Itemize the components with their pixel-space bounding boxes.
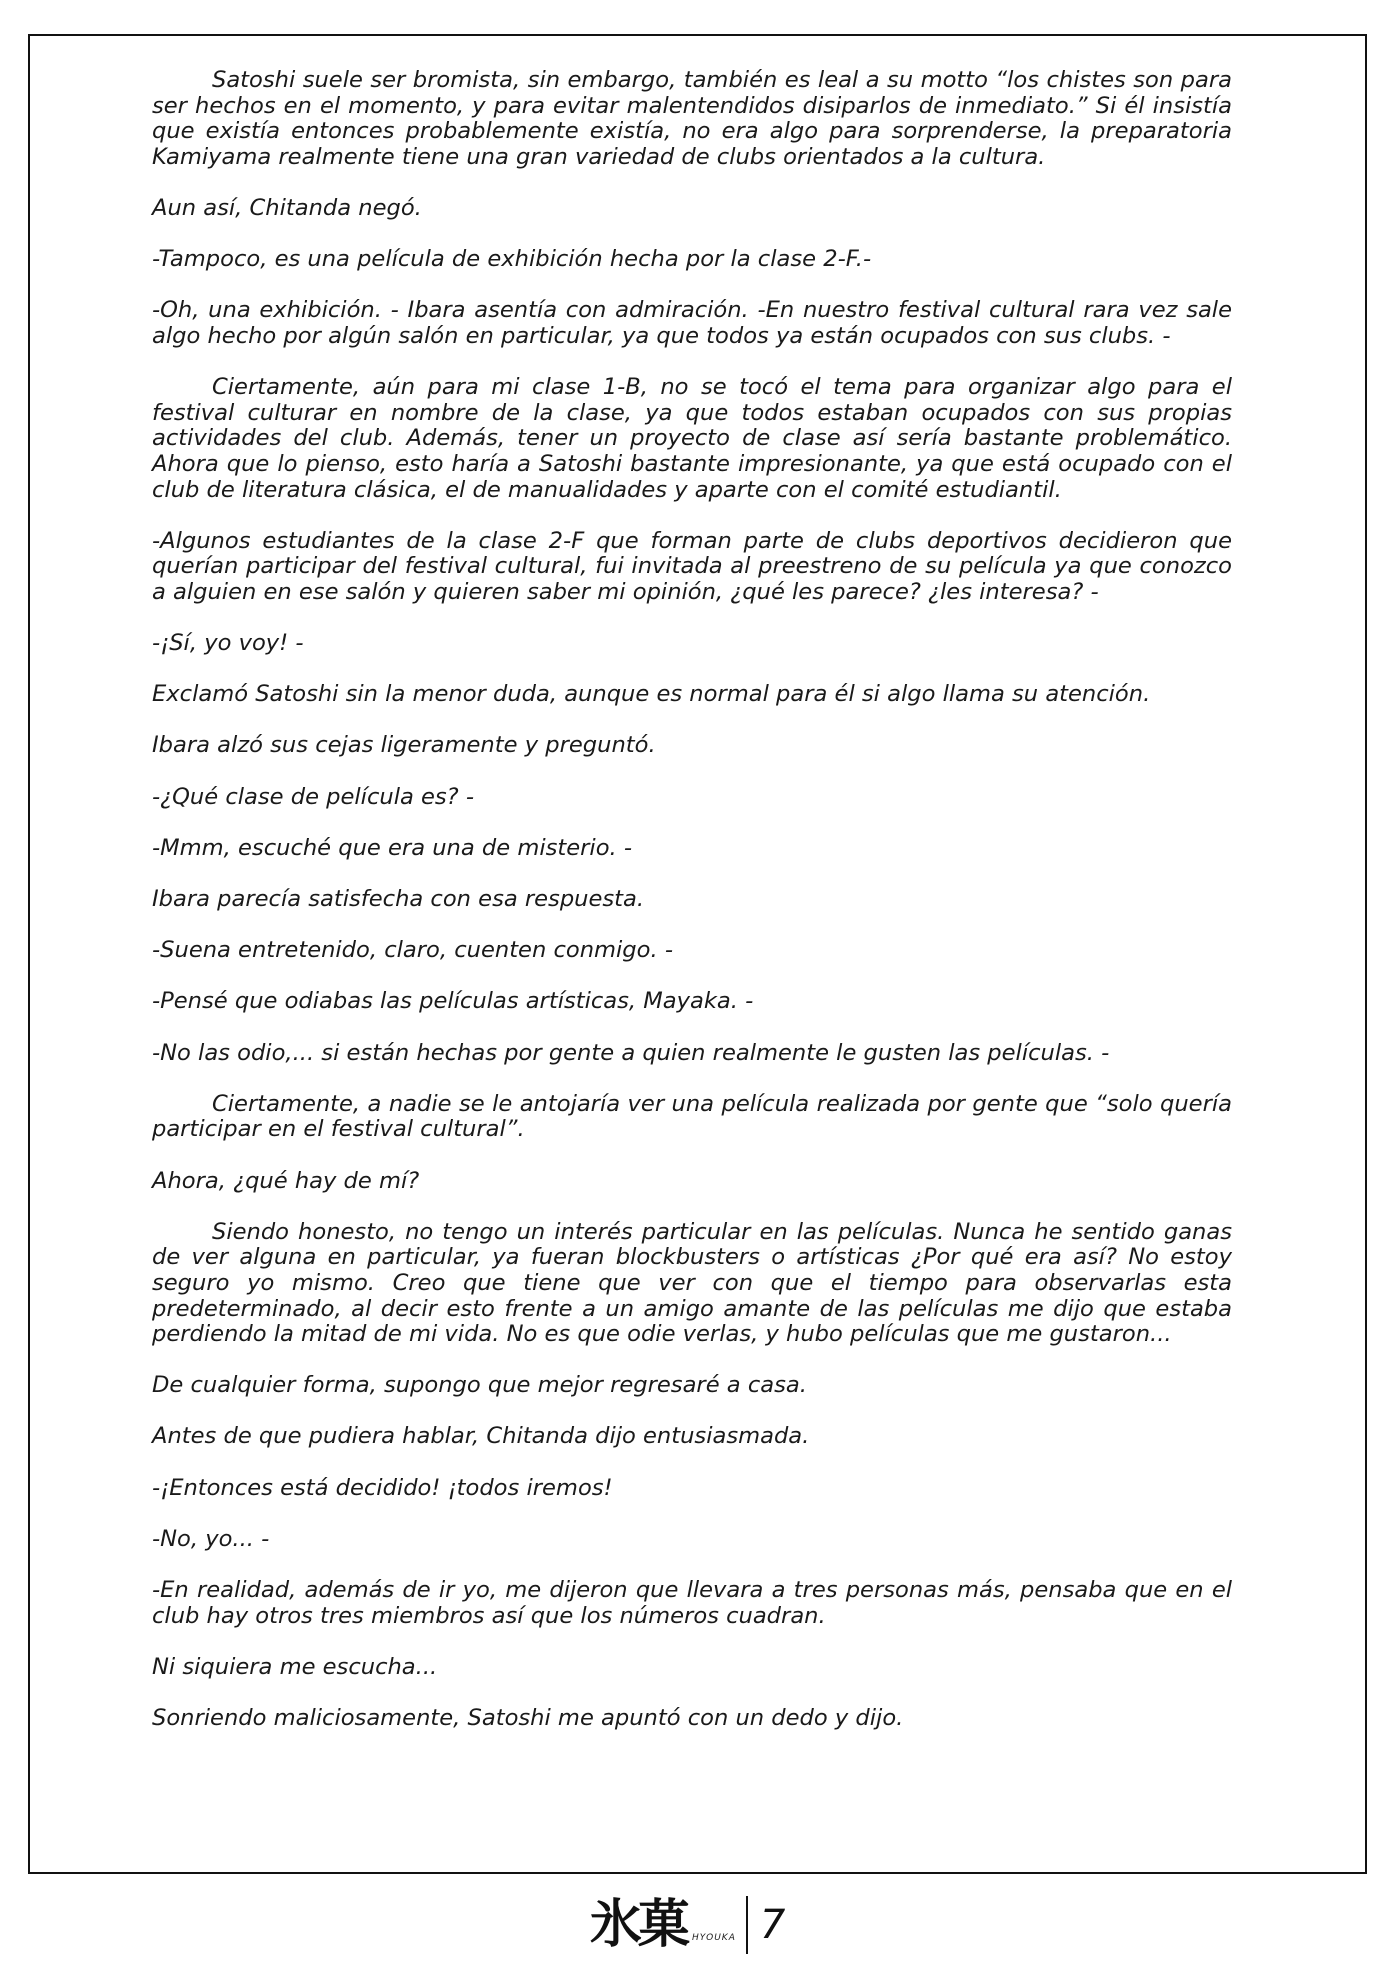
paragraph: -Pensé que odiabas las películas artísticas, Mayaka. -	[152, 988, 754, 1015]
paragraph: Sonriendo maliciosamente, Satoshi me apuntó con un dedo y dijo.	[152, 1705, 904, 1731]
paragraph: -En realidad, además de ir yo, me dijeron que llevara a tres personas más, pensaba que en el club hay otros tres miembros así que los números cuadran.	[152, 1577, 1232, 1629]
paragraph: -Algunos estudiantes de la clase 2-F que forman parte de clubs deportivos decidieron que querían participar del festival cultural, fui invitada al preestreno de su película ya que conozco a alguien en ese salón y quieren saber mi opinión, ¿qué les parece? ¿les interesa? -	[152, 527, 1232, 605]
paragraph: Ahora, ¿qué hay de mí?	[152, 1167, 420, 1194]
paragraph: Siendo honesto, no tengo un interés particular en las películas. Nunca he sentido ganas de ver alguna en particular, ya fueran blockbusters o artísticas ¿Por qué era así? No estoy seguro yo mismo. Creo que tiene que ver con que el tiempo para observarlas esta predeterminado, al decir esto frente a un amigo amante de las películas me dijo que estaba perdiendo la mitad de mi vida. No es que odie verlas, y hubo películas que me gustaron...	[152, 1218, 1232, 1348]
body-text	[152, 68, 1232, 1757]
paragraph: De cualquier forma, supongo que mejor regresaré a casa.	[152, 1372, 807, 1399]
paragraph: -No las odio,... si están hechas por gente a quien realmente le gusten las películas. -	[152, 1039, 1110, 1066]
page-footer	[590, 1890, 785, 1960]
paragraph: Satoshi suele ser bromista, sin embargo, también es leal a su motto “los chistes son para ser hechos en el momento, y para evitar malentendidos disiparlos de inmediato.” Si él insistía que existía entonces probablemente existía, no era algo para sorprenderse, la preparatoria Kamiyama realmente tiene una gran variedad de clubs orientados a la cultura.	[152, 67, 1232, 170]
paragraph: -¡Sí, yo voy! -	[152, 630, 304, 657]
paragraph: -¡Entonces está decidido! ¡todos iremos!	[152, 1474, 613, 1501]
paragraph: Ibara parecía satisfecha con esa respuesta.	[152, 886, 645, 912]
page-number: 7	[759, 1902, 786, 1948]
hyouka-logo	[590, 1894, 736, 1955]
paragraph: -Suena entretenido, claro, cuenten conmigo. -	[152, 937, 673, 964]
logo-kanji: 氷菓	[590, 1894, 687, 1955]
paragraph: Ibara alzó sus cejas ligeramente y preguntó.	[152, 732, 656, 759]
paragraph: Ni siquiera me escucha...	[152, 1653, 438, 1680]
paragraph: -Oh, una exhibición. - Ibara asentía con admiración. -En nuestro festival cultural rara vez sale algo hecho por algún salón en particular, ya que todos ya están ocupados con sus clubs. -	[152, 297, 1232, 349]
footer-divider	[746, 1896, 748, 1954]
paragraph: Aun así, Chitanda negó.	[152, 194, 422, 221]
paragraph: Antes de que pudiera hablar, Chitanda dijo entusiasmada.	[152, 1423, 810, 1450]
paragraph: -No, yo... -	[152, 1525, 270, 1552]
paragraph: Ciertamente, a nadie se le antojaría ver una película realizada por gente que “solo quería participar en el festival cultural”.	[152, 1090, 1232, 1143]
paragraph: -Mmm, escuché que era una de misterio. -	[152, 834, 633, 861]
paragraph: -Tampoco, es una película de exhibición hecha por la clase 2-F.-	[152, 246, 872, 273]
logo-romaji: HYOUKA	[692, 1933, 736, 1943]
paragraph: Exclamó Satoshi sin la menor duda, aunque es normal para él si algo llama su atención.	[152, 681, 1151, 708]
paragraph: -¿Qué clase de película es? -	[152, 783, 474, 810]
paragraph: Ciertamente, aún para mi clase 1-B, no se tocó el tema para organizar algo para el festival culturar en nombre de la clase, ya que todos estaban ocupados con sus propias actividades del club. Además, tener un proyecto de clase así sería bastante problemático. Ahora que lo pienso, esto haría a Satoshi bastante impresionante, ya que está ocupado con el club de literatura clásica, el de manualidades y aparte con el comité estudiantil.	[152, 374, 1232, 503]
